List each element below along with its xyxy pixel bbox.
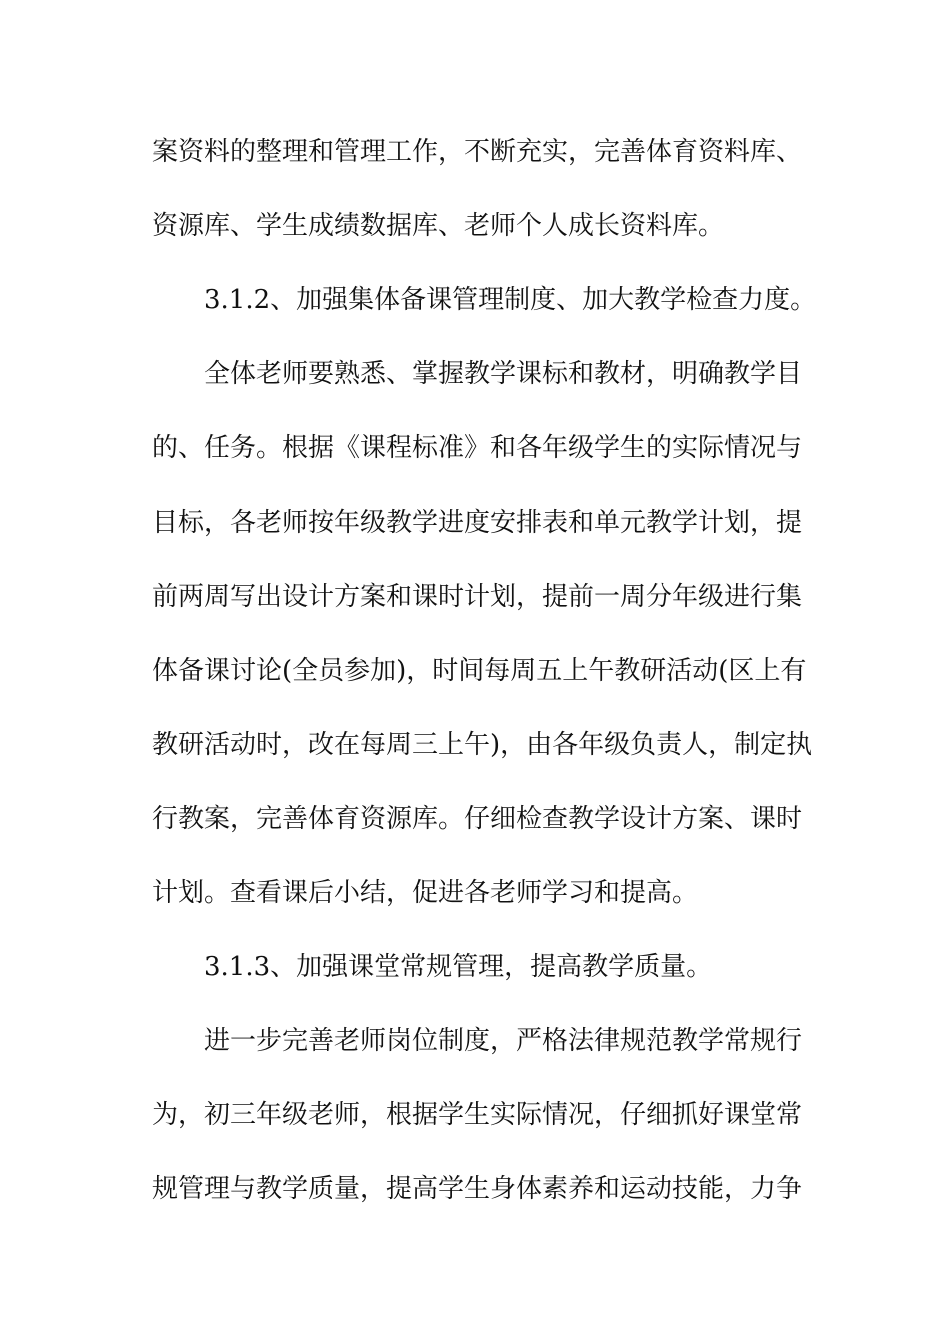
text-line: 全体老师要熟悉、掌握教学课标和教材，明确教学目 (204, 359, 803, 389)
text-line: 进一步完善老师岗位制度，严格法律规范教学常规行 (204, 1026, 803, 1056)
section-heading-3-1-2: 3.1.2、加强集体备课管理制度、加大教学检查力度。 (204, 285, 817, 315)
text-line: 教研活动时，改在每周三上午)，由各年级负责人，制定执 (152, 730, 813, 760)
text-line: 规管理与教学质量，提高学生身体素养和运动技能，力争 (152, 1174, 803, 1204)
section-heading-3-1-3: 3.1.3、加强课堂常规管理，提高教学质量。 (204, 952, 713, 982)
text-line: 体备课讨论(全员参加)，时间每周五上午教研活动(区上有 (152, 656, 807, 686)
text-line: 计划。查看课后小结，促进各老师学习和提高。 (152, 878, 699, 908)
text-line: 行教案，完善体育资源库。仔细检查教学设计方案、课时 (152, 804, 803, 834)
text-line: 目标，各老师按年级教学进度安排表和单元教学计划，提 (152, 508, 803, 538)
text-line: 前两周写出设计方案和课时计划，提前一周分年级进行集 (152, 582, 803, 612)
text-line: 案资料的整理和管理工作，不断充实，完善体育资料库、 (152, 137, 803, 167)
text-line: 为，初三年级老师，根据学生实际情况，仔细抓好课堂常 (152, 1100, 803, 1130)
text-line: 的、任务。根据《课程标准》和各年级学生的实际情况与 (152, 433, 803, 463)
text-line: 资源库、学生成绩数据库、老师个人成长资料库。 (152, 211, 725, 241)
